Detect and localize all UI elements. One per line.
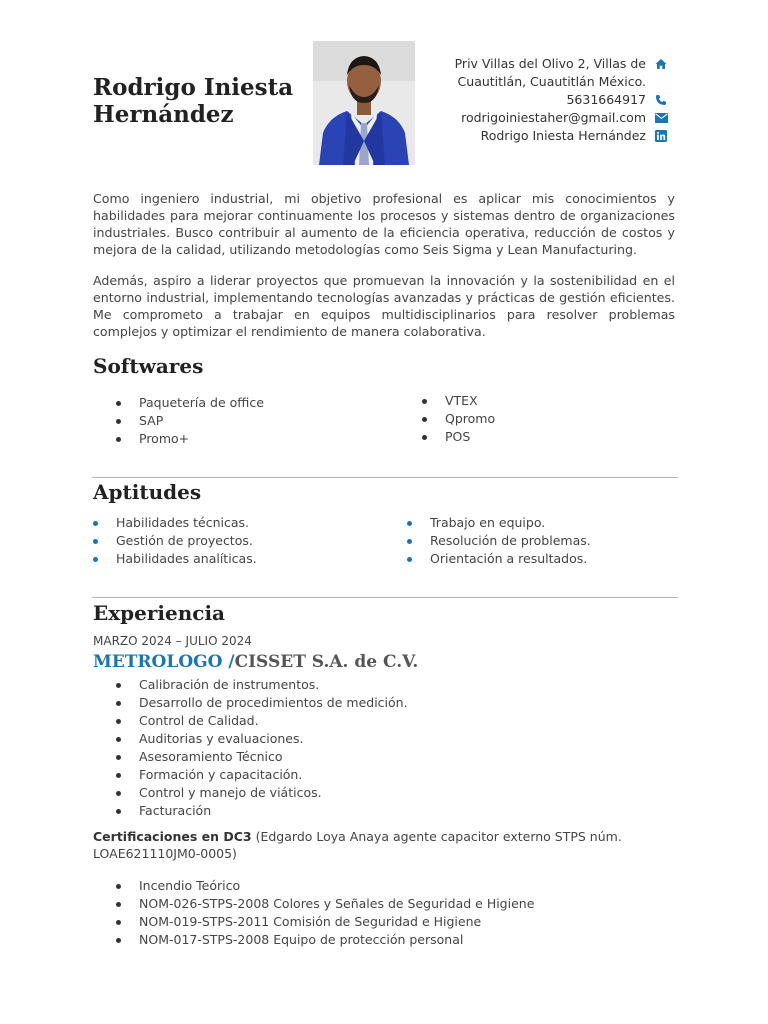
aptitudes-list-left — [93, 514, 257, 568]
summary-paragraph-2: Además, aspiro a liderar proyectos que promuevan la innovación y la sostenibilidad en el entorno industrial, implementando tecnologías avanzadas y prácticas de gestión eficientes. Me comprometo a trabajar en equipos multidisciplinarios para resolver problemas complejos y optimizar el rendimiento de manera colaborativa. — [93, 273, 675, 339]
list-item: Habilidades analíticas. — [93, 550, 257, 568]
list-item: VTEX — [422, 392, 495, 410]
list-item: Resolución de problemas. — [407, 532, 591, 550]
list-item: Facturación — [116, 802, 408, 820]
list-item: Auditorias y evaluaciones. — [116, 730, 408, 748]
phone-icon — [654, 93, 668, 107]
certifications-detail: (Edgardo Loya Anaya agente capacitor externo STPS núm. LOAE621110JM0-0005) — [93, 829, 622, 861]
linkedin-icon — [654, 129, 668, 143]
certifications-label: Certificaciones en DC3 — [93, 829, 252, 844]
name-line-2: Hernández — [93, 101, 234, 128]
contact-block — [418, 55, 668, 145]
list-item: NOM-017-STPS-2008 Equipo de protección personal — [116, 931, 534, 949]
profile-photo — [313, 41, 415, 165]
list-item: Orientación a resultados. — [407, 550, 591, 568]
linkedin-link[interactable]: Rodrigo Iniesta Hernández — [480, 128, 646, 143]
job-date-range: MARZO 2024 – JULIO 2024 — [93, 634, 252, 648]
list-item: Paquetería de office — [116, 394, 264, 412]
section-divider — [92, 477, 678, 478]
section-title-softwares: Softwares — [93, 354, 204, 378]
list-item: Habilidades técnicas. — [93, 514, 257, 532]
envelope-icon — [654, 111, 668, 125]
list-item: Gestión de proyectos. — [93, 532, 257, 550]
name-line-1: Rodrigo Iniesta — [93, 74, 294, 101]
section-title-aptitudes: Aptitudes — [93, 480, 202, 504]
certifications-list — [116, 877, 534, 949]
candidate-name — [93, 74, 308, 128]
list-item: Formación y capacitación. — [116, 766, 408, 784]
list-item: Control de Calidad. — [116, 712, 408, 730]
aptitudes-list-right — [407, 514, 591, 568]
list-item: Qpromo — [422, 410, 495, 428]
section-title-experiencia: Experiencia — [93, 601, 226, 625]
certifications-heading — [93, 828, 673, 862]
list-item: Desarrollo de procedimientos de medición. — [116, 694, 408, 712]
list-item: Promo+ — [116, 430, 264, 448]
summary-paragraph-1: Como ingeniero industrial, mi objetivo profesional es aplicar mis conocimientos y habilidades para mejorar continuamente los procesos y sistemas dentro de organizaciones industriales. Busco contribuir al aumento de la eficiencia operativa, reducción de costos y mejora de la calidad, utilizando metodologías como Seis Sigma y Lean Manufacturing. — [93, 191, 675, 257]
list-item: NOM-019-STPS-2011 Comisión de Seguridad e Higiene — [116, 913, 534, 931]
list-item: Incendio Teórico — [116, 877, 534, 895]
list-item: NOM-026-STPS-2008 Colores y Señales de Seguridad e Higiene — [116, 895, 534, 913]
contact-phone — [418, 91, 668, 109]
list-item: Control y manejo de viáticos. — [116, 784, 408, 802]
list-item: Asesoramiento Técnico — [116, 748, 408, 766]
job-title — [93, 651, 418, 673]
contact-linkedin — [418, 127, 668, 145]
softwares-list-right — [422, 392, 495, 446]
contact-email — [418, 109, 668, 127]
contact-address — [418, 55, 668, 91]
phone-text[interactable]: 5631664917 — [566, 92, 646, 107]
list-item: SAP — [116, 412, 264, 430]
home-icon — [654, 57, 668, 71]
address-text: Priv Villas del Olivo 2, Villas de Cuautitlán, Cuautitlán México. — [454, 56, 646, 89]
list-item: Trabajo en equipo. — [407, 514, 591, 532]
profile-photo-illustration — [313, 41, 415, 165]
job-company: CISSET S.A. de C.V. — [234, 652, 419, 672]
section-divider — [92, 597, 678, 598]
email-link[interactable]: rodrigoiniestaher@gmail.com — [461, 110, 646, 125]
list-item: Calibración de instrumentos. — [116, 676, 408, 694]
softwares-list-left — [116, 394, 264, 448]
list-item: POS — [422, 428, 495, 446]
job-duties-list — [116, 676, 408, 820]
job-role: METROLOGO / — [93, 652, 235, 672]
